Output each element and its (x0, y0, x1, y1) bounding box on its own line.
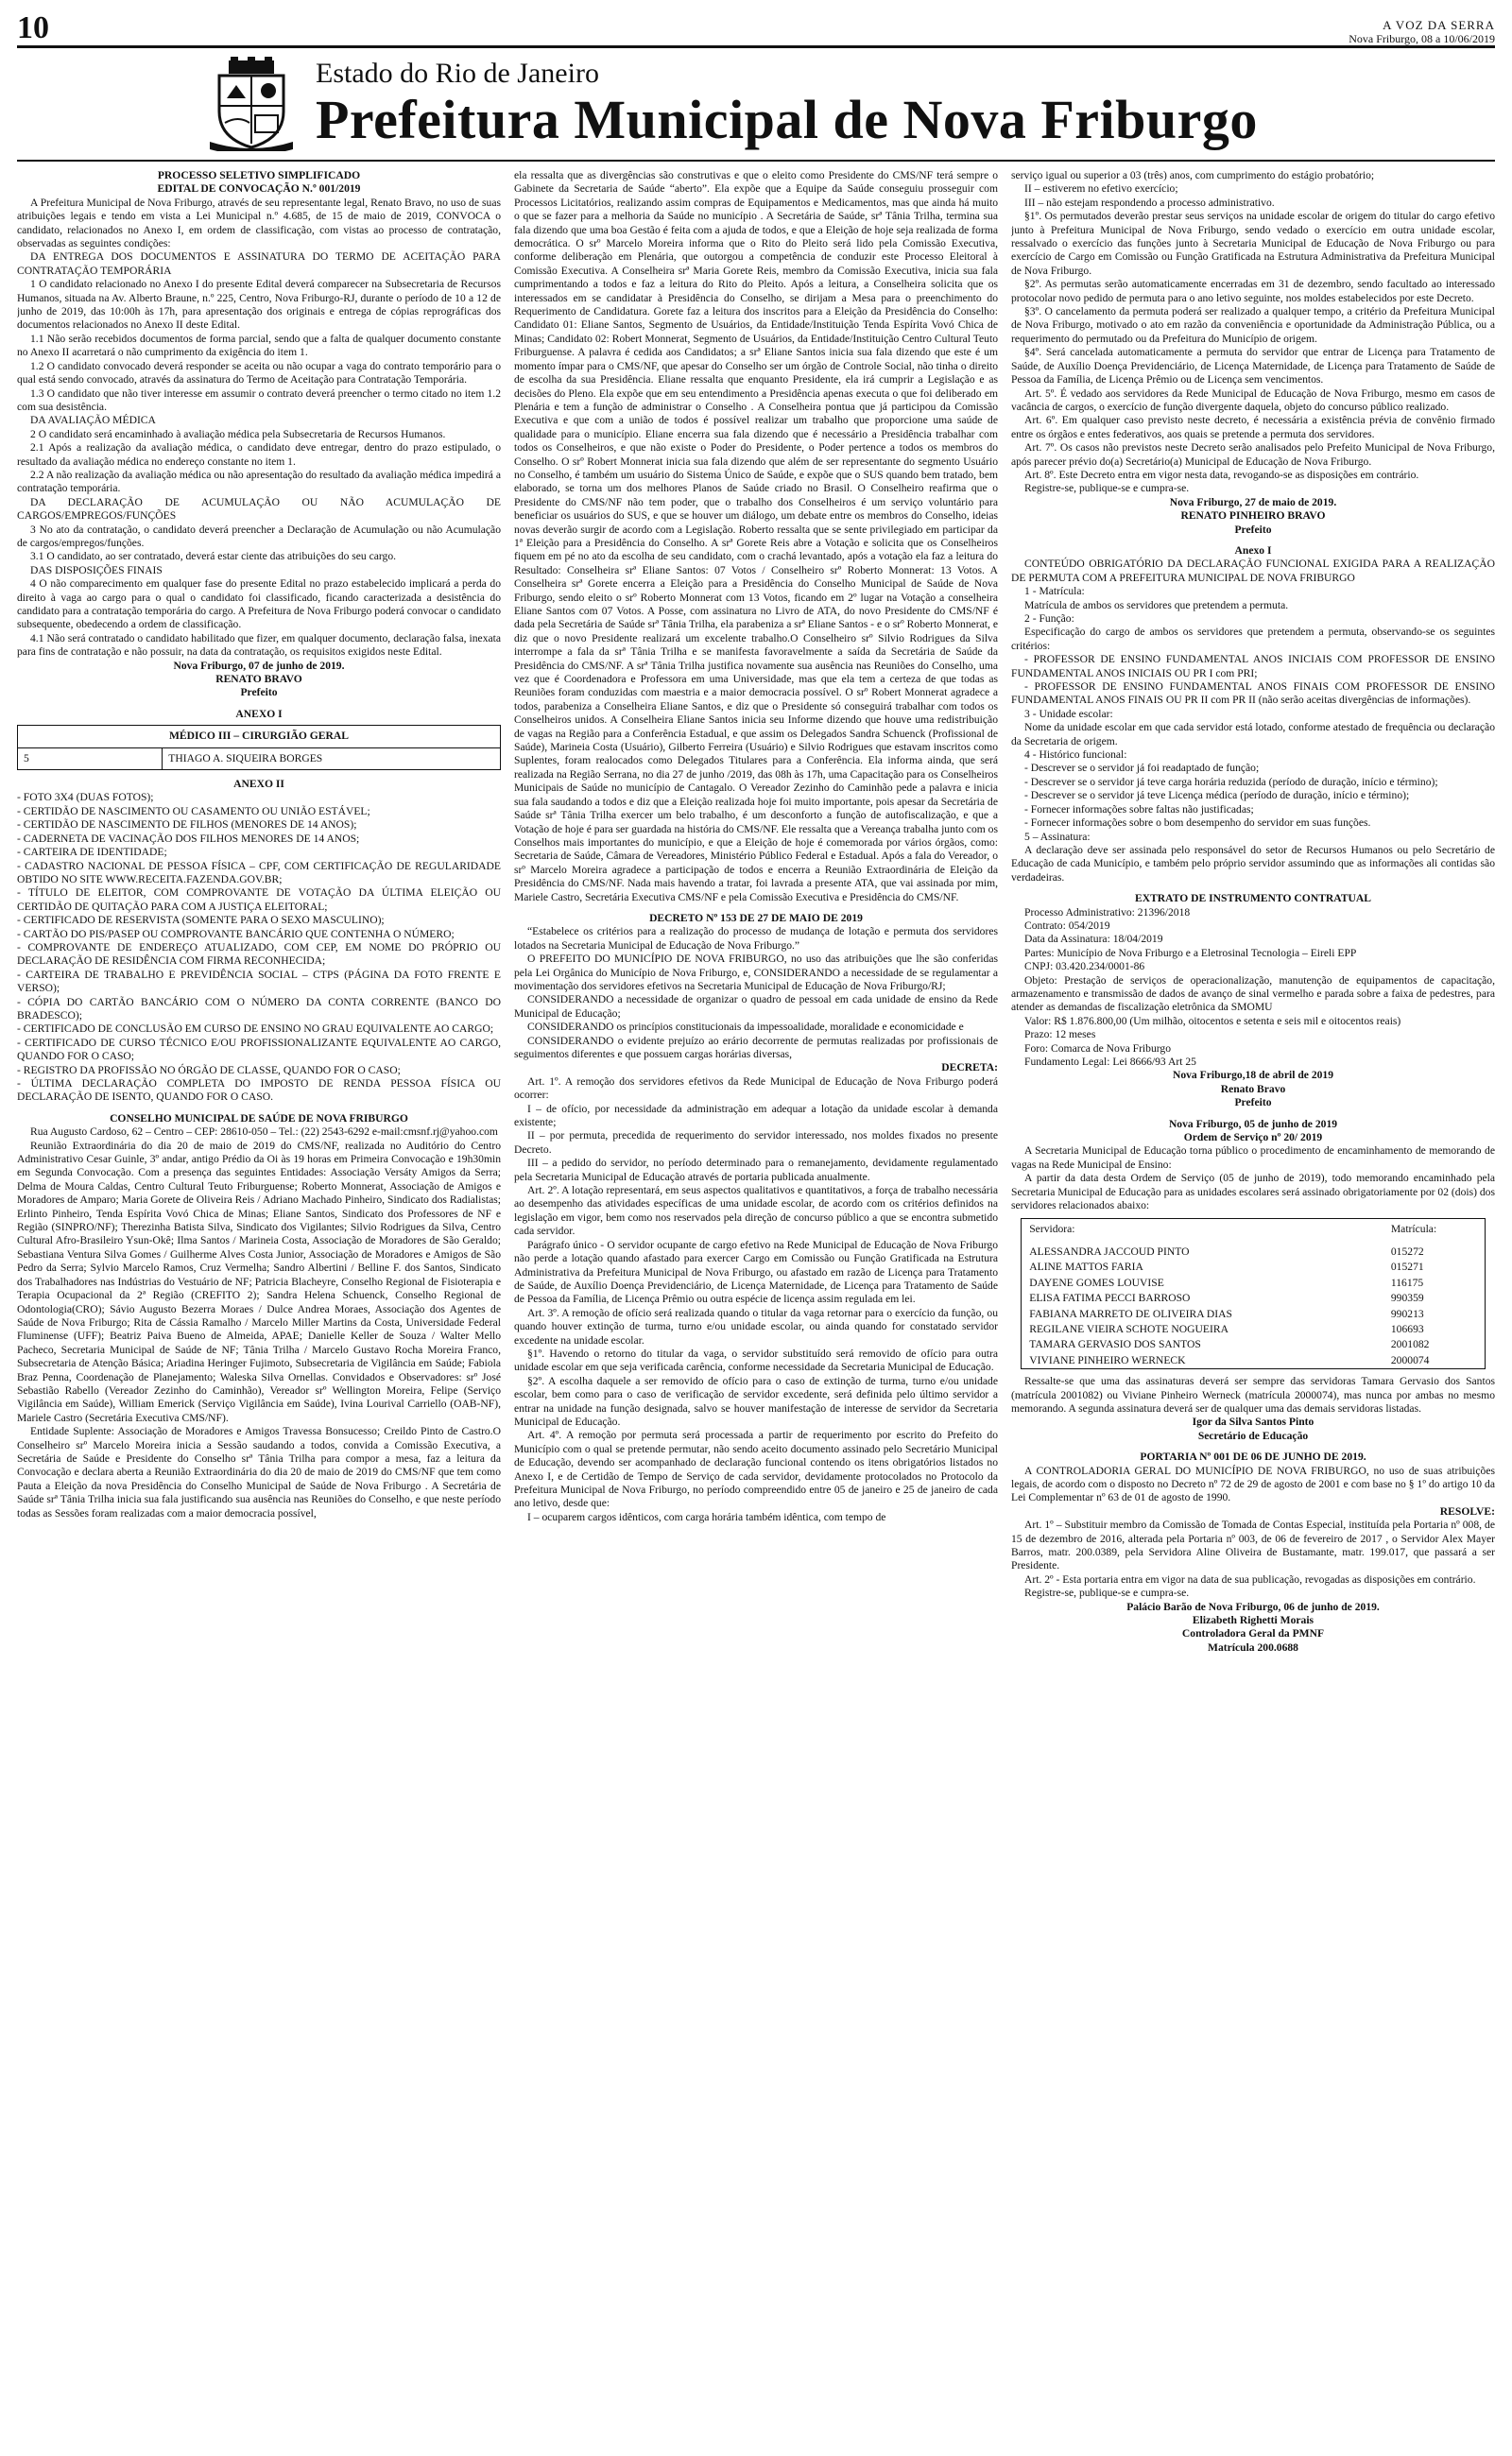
server-name: ELISA FATIMA PECCI BARROSO (1029, 1292, 1191, 1305)
paragraph: CONSIDERANDO os princípios constitucionais da impessoalidade, moralidade e economicidade e (527, 1021, 964, 1034)
annex-heading: CONTEÚDO OBRIGATÓRIO DA DECLARAÇÃO FUNCIONAL EXIGIDA PARA A REALIZAÇÃO DE PERMUTA COM A PREFEITURA MUNICIPAL DE NOVA FRIBURGO (1011, 558, 1495, 584)
list-item: Objeto: Prestação de serviços de operacionalização, manutenção de equipamentos de capacitação, armazenamento e transmissão de dados de avanço de sinal vermelho e parada sobre a faixa de pedestres, para atender as demandas de fiscalização eletrônica da SMOMU (1011, 973, 1495, 1014)
resolve-label: RESOLVE: (1439, 1504, 1495, 1518)
paragraph: O PREFEITO DO MUNICÍPIO DE NOVA FRIBURGO, no uso das atribuições que lhe são conferidas pela Lei Orgânica do Município de Nova Friburgo, e, CONSIDERANDO a necessidade de se regulamentar a movimentação dos servidores efetivos na Secretaria Municipal de Educação de Nova Friburgo/RJ; (514, 953, 998, 992)
paragraph: 1.1 Não serão recebidos documentos de forma parcial, sendo que a falta de qualquer documento constante no Anexo II acarretará o não cumprimento da exigência do item 1. (17, 332, 501, 359)
annex-list (1011, 585, 1495, 885)
list-item: - Descrever se o servidor já teve carga horária reduzida (período de duração, início e término); (1024, 775, 1438, 788)
paragraph: Reunião Extraordinária do dia 20 de maio de 2019 do CMS/NF, realizada no Auditório do Centro Administrativo Cesar Guinle, 3º andar, antigo Prédio da Oi às 19 horas em Primeira Convocação e 19h30min em Segunda Convocação. Com a presença das seguintes Entidades: Associação Versáty Amigos da Serra; Delma de Moura Caldas, Centro Cultural Teuto Friburguense; Roberto Monnerat, Associação de Amigos e Moradores de Amparo; Maria Gorete de Oliveira Reis / Adriano Machado Pinheiro, Sindicato dos Radialistas; Erlinto Pinheiro, Tenda Espírita Vovó Chica de Minas; Eliane Santos, Sindicato dos Professores de NF e Região (SINPRO/NF); Therezinha Batista Silva, Sindicato dos Vigilantes; Silvio Rodrigues da Silva, Centro Cultural Afro-Brasileiro Ysun-Okê; Ilma Santos / Marineia Costa, Associação de Moradores de São Geraldo; Sebastiana Ventura Silva Gomes / Guilherme Alves Costa Junior, Associação de Moradores e Amigos de São Pedro da Serra; Sylvio Marcelo Ramos, Cruz Vermelha; Sandro Albertini / Belline F. dos Santos, Sindicato dos Trabalhadores nas Indústrias do Vestuário de NF; Patricia Blacheyre, Conselho Regional de Fisioterapia e Terapia Ocupacional da 2ª Região (CREFITO 2); Sandra Helena Schuenck, Conselho Regional de Odontologia(CRO); Sávio Augusto Bezerra Moraes / Dulce Andrea Moraes, Associação dos Agentes de Saúde de Nova Friburgo; Rita de Cássia Ramalho / Marcelo Miller Martins da Costa, Universidade Federal Fluminense (UFF); Beatriz Paiva Bueno de Almeida, APAE; Danielle Keller de Souza / Walter Mello Pacheco, Secretaria Municipal de Saúde de NF; Tânia Trilha / Marcelo Gustavo Rocha Moreira Franco, Subsecretaria de Atenção Básica; Ariadina Heringer Fujimoto, Subsecretaria de Vigilância em Saúde; Fabiola Braz Penna, Coordenação de Planejamento; Waleska Silva Ornellas. Convidados e Observadores: srº José Sebastião Rabello (Vereador Zezinho do Caminhão), Vereador srº Wellington Moreira, Felipe (Serviço Vigilância em Saúde), William Emerick (Serviço Vigilância em Saúde), Ivina Lourival Carriello (OAB-NF), Mariele Castro (Secretária Executiva CMS/NF). (17, 1139, 501, 1424)
annex-title: Anexo I (1234, 543, 1272, 557)
portaria-title: PORTARIA Nº 001 DE 06 DE JUNHO DE 2019. (1140, 1451, 1366, 1464)
paragraph: A Secretaria Municipal de Educação torna público o procedimento de encaminhamento de memorando de vagas na Rede Municipal de Ensino: (1011, 1144, 1495, 1171)
list-item: Especificação do cargo de ambos os servidores que pretendem a permuta, observando-se os seguintes critérios: (1011, 626, 1495, 652)
paragraph: I – de ofício, por necessidade da administração em adequar a lotação da unidade escolar à demanda existente; (514, 1102, 998, 1129)
table-row (1022, 1337, 1486, 1352)
list-item: - CERTIDÃO DE NASCIMENTO DE FILHOS (MENORES DE 14 ANOS); (17, 818, 357, 832)
council-address: Rua Augusto Cardoso, 62 – Centro – CEP: 28610-050 – Tel.: (22) 2543-6292 e-mail:cmsnf.rj@yahoo.com (30, 1125, 498, 1139)
council-title: CONSELHO MUNICIPAL DE SAÚDE DE NOVA FRIBURGO (110, 1111, 408, 1125)
list-item: - REGISTRO DA PROFISSÃO NO ÓRGÃO DE CLASSE, QUANDO FOR O CASO; (17, 1063, 401, 1076)
paragraph: Registre-se, publique-se e cumpra-se. (1024, 482, 1190, 495)
list-item: - Descrever se o servidor já teve Licença médica (período de duração, início e término); (1024, 789, 1410, 802)
list-item: - CADASTRO NACIONAL DE PESSOA FÍSICA – CPF, COM CERTIFICAÇÃO DE REGULARIDADE OBTIDO NO SITE WWW.RECEITA.FAZENDA.GOV.BR; (17, 859, 501, 885)
paragraph: 2 O candidato será encaminhado à avaliação médica pela Subsecretaria de Recursos Humanos. (30, 427, 446, 440)
paragraph: §3º. O cancelamento da permuta poderá ser realizado a qualquer tempo, a critério da Prefeitura Municipal de Nova Friburgo, motivado o ato em razão da conveniência e oportunidade da Administração Pública, ou a requerimento do permutado ou da Prefeitura do Município de origem. (1011, 305, 1495, 345)
paragraph: Art. 1º – Substituir membro da Comissão de Tomada de Contas Especial, instituída pela Portaria nº 008, de 15 de dezembro de 2016, alterada pela Portaria nº 003, de 06 de fevereiro de 2017 , o Servidor Alex Mayer Barros, matr. 200.0389, pela Servidora Aline Oliveira de Bustamante, matr. 199.017, que passará a ser Presidente. (1011, 1519, 1495, 1572)
list-item: Partes: Município de Nova Friburgo e a Eletrosinal Tecnologia – Eireli EPP (1024, 946, 1357, 959)
decree-date: Nova Friburgo, 27 de maio de 2019. (1169, 495, 1337, 508)
list-item: - CÓPIA DO CARTÃO BANCÁRIO COM O NÚMERO DA CONTA CORRENTE (BANCO DO BRADESCO); (17, 995, 501, 1022)
table-row (1022, 1291, 1486, 1306)
list-item: Fundamento Legal: Lei 8666/93 Art 25 (1024, 1056, 1196, 1068)
list-item: A declaração deve ser assinada pelo responsável do setor de Recursos Humanos ou pelo Secretário de Educação de cada Município, e também pelo próprio servidor assumindo que as informações ali contidas são verdadeiras. (1011, 843, 1495, 884)
list-item: - FOTO 3X4 (DUAS FOTOS); (17, 791, 154, 804)
server-mat: 990359 (1390, 1292, 1424, 1305)
paragraph: III – a pedido do servidor, no período determinado para o remanejamento, devidamente regulamentado pela Secretaria Municipal de Educação através de portaria publicada anualmente. (514, 1157, 998, 1183)
page-number: 10 (17, 10, 49, 45)
section-heading: DAS DISPOSIÇÕES FINAIS (30, 563, 163, 576)
list-item: 1 - Matrícula: (1024, 585, 1085, 598)
paragraph: CONSIDERANDO o evidente prejuízo ao erário decorrente de permutas realizadas por profissionais de seguimentos diferentes e que possuem cargas horárias diversas, (514, 1034, 998, 1060)
portaria-mat: Matrícula 200.0688 (1208, 1640, 1298, 1654)
column-3 (1011, 169, 1495, 2456)
list-item: Processo Administrativo: 21396/2018 (1024, 905, 1191, 919)
paragraph: CONSIDERANDO a necessidade de organizar o quadro de pessoal em cada unidade de ensino da Rede Municipal de Educação; (514, 993, 998, 1020)
decree-title: DECRETO Nº 153 DE 27 DE MAIO DE 2019 (649, 911, 863, 924)
order-signer: Igor da Silva Santos Pinto (1192, 1416, 1314, 1429)
list-item: Prazo: 12 meses (1024, 1028, 1096, 1041)
portaria-date: Palácio Barão de Nova Friburgo, 06 de junho de 2019. (1126, 1600, 1380, 1613)
list-item: - CARTEIRA DE IDENTIDADE; (17, 846, 167, 859)
paragraph: Registre-se, publique-se e cumpra-se. (1024, 1587, 1190, 1600)
decree-signer: RENATO PINHEIRO BRAVO (1180, 509, 1326, 523)
edition-date: Nova Friburgo, 08 a 10/06/2019 (1349, 32, 1495, 45)
portaria-role: Controladora Geral da PMNF (1181, 1627, 1325, 1640)
list-item: Foro: Comarca de Nova Friburgo (1024, 1041, 1171, 1055)
newspaper-name: A VOZ DA SERRA (1383, 18, 1495, 32)
state-name: Estado do Rio de Janeiro (316, 58, 599, 89)
paragraph: 4.1 Não será contratado o candidato habilitado que fizer, em qualquer documento, declaração falsa, inexata para fins de contratação e não possuir, na data da contratação, os requisitos exigidos neste Edital. (17, 631, 501, 659)
annex2-list (17, 791, 501, 1104)
paragraph: A partir da data desta Ordem de Serviço (05 de junho de 2019), todo memorando encaminhado pela Secretaria Municipal de Educação para as unidades escolares será assinado obrigatoriamente por 02 (dois) dos servidores relacionados abaixo: (1011, 1172, 1495, 1212)
paragraph: 2.2 A não realização da avaliação médica ou não apresentação do resultado da avaliação médica impedirá a contratação temporária. (17, 468, 501, 495)
paragraph: Art. 2º. A lotação representará, em seus aspectos qualitativos e quantitativos, a força de trabalho necessária ao desempenho das atividades específicas de uma unidade escolar, de acordo com os critérios definidos na legislação em vigor, bem como nos reservados pela direção de concurso público a que se encontra submetido cada servidor. (514, 1184, 998, 1238)
order-role: Secretário de Educação (1197, 1429, 1309, 1442)
paragraph: Entidade Suplente: Associação de Moradores e Amigos Travessa Bonsucesso; Creildo Pinto de Castro.O Conselheiro srº Marcelo Moreira inicia a Sessão saudando a todos, convida a Comissão Executiva, a Secretária de Saúde e Presidente do Conselho srª Tânia Trilha para compor a mesa, faz a leitura da Convocação e declara aberta a Reunião Extraordinária do dia 20 de maio de 2019 do CMS/NF que tem como Pauta a Eleição da nova Presidência do Conselho Municipal de Saúde de Nova Friburgo . A Secretária de Saúde srª Tânia Trilha inicia sua fala justificando sua ausência nas Reuniões do Conselho, e que neste período todas as Sessões foram realizadas com a maior democracia possível, (17, 1425, 501, 1520)
list-item: Matrícula de ambos os servidores que pretendem a permuta. (1024, 598, 1289, 611)
paragraph: Art. 6º. Em qualquer caso previsto neste decreto, é necessária a existência prévia de convênio firmado entre os órgãos e entes federativos, aos quais se pretende a permuta dos servidores. (1011, 414, 1495, 440)
paragraph: Parágrafo único - O servidor ocupante de cargo efetivo na Rede Municipal de Educação de Nova Friburgo não perde a lotação quando afastado para exercer Cargo em Comissão ou Função Gratificada na Estrutura Administrativa da Prefeitura Municipal de Nova Friburgo, ou afastado em razão de Licença para Tratamento de Saúde, de Auxílio Doença Previdenciário, de Licença Maternidade, de Licença para Tratamento de Saúde de Pessoa da Família, de Licença Prêmio ou outra espécie de licença assim regulada em lei. (514, 1238, 998, 1306)
order-date: Nova Friburgo, 05 de junho de 2019 (1168, 1117, 1338, 1130)
column-2 (514, 169, 998, 2456)
server-name: VIVIANE PINHEIRO WERNECK (1029, 1353, 1186, 1366)
list-item: - PROFESSOR DE ENSINO FUNDAMENTAL ANOS INICIAIS COM PROFESSOR DE ENSINO FUNDAMENTAL ANOS INICIAIS OU PR I com PRI; (1011, 653, 1495, 679)
server-name: DAYENE GOMES LOUVISE (1029, 1276, 1164, 1289)
paragraph: §1º. Havendo o retorno do titular da vaga, o servidor substituído será removido de ofício para outra unidade escolar em que seja verificada carência, conforme necessidade da Secretaria Municipal de Educação. (514, 1347, 998, 1374)
prefeitura-title: Prefeitura Municipal de Nova Friburgo (316, 89, 1258, 150)
paragraph: Art. 7º. Os casos não previstos neste Decreto serão analisados pelo Prefeito Municipal de Nova Friburgo, após parecer prévio do(a) Secretário(a) Municipal de Educação de Nova Friburgo. (1011, 441, 1495, 468)
order-title: Ordem de Serviço nº 20/ 2019 (1183, 1131, 1323, 1144)
list-item: - Fornecer informações sobre o bom desempenho do servidor em suas funções. (1024, 816, 1371, 830)
list-item: 3 - Unidade escolar: (1024, 707, 1113, 720)
decree-ementa: “Estabelece os critérios para a realização do processo de mudança de lotação e permuta dos servidores lotados na Secretaria Municipal de Educação de Nova Friburgo.” (514, 925, 998, 952)
paragraph: III – não estejam respondendo a processo administrativo. (1024, 196, 1275, 209)
server-name: ALESSANDRA JACCOUD PINTO (1029, 1245, 1190, 1258)
list-item: - ÚLTIMA DECLARAÇÃO COMPLETA DO IMPOSTO DE RENDA PESSOA FÍSICA OU DECLARAÇÃO DE ISENTO, QUANDO FOR O CASO. (17, 1077, 501, 1104)
server-name: TAMARA GERVASIO DOS SANTOS (1029, 1338, 1201, 1351)
table-row (1022, 1276, 1486, 1291)
decree-signer-role: Prefeito (1234, 523, 1272, 536)
edital-signer-role: Prefeito (240, 686, 278, 699)
section-heading: DA DECLARAÇÃO DE ACUMULAÇÃO OU NÃO ACUMULAÇÃO DE CARGOS/EMPREGOS/FUNÇÕES (17, 495, 501, 523)
paragraph: II – estiverem no efetivo exercício; (1024, 182, 1178, 196)
paragraph: A CONTROLADORIA GERAL DO MUNICÍPIO DE NOVA FRIBURGO, no uso de suas atribuições legais, de acordo com o disposto no Decreto nº 72 de 29 de agosto de 2001 e com base no § 1º do artigo 10 da Lei Complementar nº 63 de 01 de agosto de 1990. (1011, 1464, 1495, 1504)
extract-list (1011, 906, 1495, 1070)
paragraph: 1 O candidato relacionado no Anexo I do presente Edital deverá comparecer na Subsecretaria de Recursos Humanos, situada na Av. Alberto Braune, n.º 225, Centro, Nova Friburgo-RJ, durante o período de 10 a 12 de junho de 2019, das 10:00h às 17h, para apresentação dos originais e entrega de cópias reprográficas dos documentos relacionados no Anexo II deste Edital. (17, 278, 501, 332)
edital-title: PROCESSO SELETIVO SIMPLIFICADO (157, 169, 361, 181)
list-item: Data da Assinatura: 18/04/2019 (1024, 933, 1163, 946)
server-name: ALINE MATTOS FARIA (1029, 1261, 1143, 1274)
paragraph: Art. 4º. A remoção por permuta será processada a partir de requerimento por escrito do Prefeito do Município com o qual se pretende permutar, não sendo aceito documento assinado pelo Secretário Municipal de Educação, devendo ser acompanhado de declaração funcional contendo os itens obrigatórios listados no Anexo I, e de Certidão de Tempo de Serviço de cada servidor, devidamente protocolados no Protocolo da Prefeitura Municipal de Nova Friburgo, no período compreendido entre 05 de janeiro e 25 de janeiro de cada ano letivo, desde que: (514, 1429, 998, 1510)
paragraph: 3.1 O candidato, ao ser contratado, deverá estar ciente das atribuições do seu cargo. (30, 550, 397, 563)
edital-date: Nova Friburgo, 07 de junho de 2019. (173, 659, 345, 672)
server-mat: 106693 (1390, 1322, 1424, 1335)
server-name: REGILANE VIEIRA SCHOTE NOGUEIRA (1029, 1322, 1228, 1335)
masthead-text (316, 58, 1258, 150)
server-name: FABIANA MARRETO DE OLIVEIRA DIAS (1029, 1307, 1232, 1320)
paragraph: Art. 5º. É vedado aos servidores da Rede Municipal de Educação de Nova Friburgo, mesmo em casos de vacância de cargos, o exercício de função divergente daquela, objeto do concurso público realizado. (1011, 386, 1495, 413)
server-mat: 015272 (1390, 1245, 1424, 1258)
servers-table-header-name: Servidora: (1029, 1223, 1075, 1236)
list-item: Nome da unidade escolar em que cada servidor está lotado, conforme atestado de frequência ou declaração da Secretaria de origem. (1011, 721, 1495, 747)
table-row (1022, 1260, 1486, 1275)
column-1 (17, 169, 501, 2456)
annex1-table (17, 725, 501, 770)
list-item: 4 - Histórico funcional: (1024, 748, 1127, 762)
list-item: - CARTEIRA DE TRABALHO E PREVIDÊNCIA SOCIAL – CTPS (PÁGINA DA FOTO FRENTE E VERSO); (17, 968, 501, 995)
extract-signer: Renato Bravo (1220, 1082, 1286, 1095)
coat-of-arms-icon (206, 57, 297, 151)
list-item: 5 – Assinatura: (1024, 830, 1091, 843)
paragraph: §2º. As permutas serão automaticamente encerradas em 31 de dezembro, sendo facultado ao interessado protocolar novo pedido de permuta para o ano letivo seguinte, nos moldes estabelecidos por este Decreto. (1011, 278, 1495, 304)
table-row (1022, 1307, 1486, 1322)
paragraph: §1º. Os permutados deverão prestar seus serviços na unidade escolar de origem do titular do cargo efetivo junto à Prefeitura Municipal de Nova Friburgo, sendo vedado o exercício em outra unidade escolar, ressalvado o exercício das funções junto à Secretaria Municipal de Educação de Nova Friburgo ou para exercício de Cargo em Comissão ou Função Gratificada na Estrutura Administrativa da Prefeitura Municipal de Nova Friburgo. (1011, 210, 1495, 277)
list-item: - CERTIFICADO DE RESERVISTA (SOMENTE PARA O SEXO MASCULINO); (17, 914, 385, 927)
section-heading: DA AVALIAÇÃO MÉDICA (30, 414, 156, 427)
list-item: - CADERNETA DE VACINAÇÃO DOS FILHOS MENORES DE 14 ANOS; (17, 832, 360, 845)
table-row (18, 747, 501, 769)
list-item: - Descrever se o servidor já foi readaptado de função; (1024, 762, 1260, 775)
paragraph: Art. 3º. A remoção de ofício será realizada quando o titular da vaga retornar para o exercício da função, ou quando houver extinção de turma, turno e/ou unidade escolar, ou ainda quando for constatado servidor excedente na unidade escolar. (514, 1306, 998, 1347)
list-item: 2 - Função: (1024, 612, 1074, 625)
list-item: - CARTÃO DO PIS/PASEP OU COMPROVANTE BANCÁRIO QUE CONTENHA O NÚMERO; (17, 927, 455, 940)
paragraph: 2.1 Após a realização da avaliação médica, o candidato deve entregar, dentro do prazo estipulado, o resultado da avaliação médica no endereço constante no item 1. (17, 441, 501, 468)
page-header (17, 8, 1495, 48)
edital-signer: RENATO BRAVO (215, 673, 302, 686)
masthead (17, 48, 1495, 162)
table-row (1022, 1245, 1486, 1260)
paragraph: 3 No ato da contratação, o candidato deverá preencher a Declaração de Acumulação ou não Acumulação de cargos/empregos/funções. (17, 523, 501, 549)
decreta-label: DECRETA: (941, 1061, 998, 1074)
server-mat: 2000074 (1390, 1353, 1430, 1366)
paragraph: I – ocuparem cargos idênticos, com carga horária também idêntica, com tempo de (527, 1510, 886, 1523)
list-item: - CERTIDÃO DE NASCIMENTO OU CASAMENTO OU UNIÃO ESTÁVEL; (17, 804, 370, 817)
paragraph: 1.2 O candidato convocado deverá responder se aceita ou não ocupar a vaga do contrato temporário para o qual está sendo convocado, através da assinatura do Termo de Aceitação para Contratação Temporária. (17, 359, 501, 386)
list-item: - CERTIFICADO DE CONCLUSÃO EM CURSO DE ENSINO NO GRAU EQUIVALENTE AO CARGO; (17, 1022, 494, 1036)
extract-role: Prefeito (1234, 1096, 1272, 1109)
server-mat: 015271 (1390, 1261, 1424, 1274)
edital-subtitle: EDITAL DE CONVOCAÇÃO N.º 001/2019 (157, 182, 361, 196)
server-mat: 116175 (1390, 1276, 1424, 1289)
list-item: Contrato: 054/2019 (1024, 919, 1110, 932)
table-row (1022, 1353, 1486, 1369)
paragraph: Art. 1º. A remoção dos servidores efetivos da Rede Municipal de Educação de Nova Friburgo poderá ocorrer: (514, 1074, 998, 1102)
paragraph: ela ressalta que as divergências são construtivas e que o eleito como Presidente do CMS/NF terá sempre o Gabinete da Secretaria de Saúde “aberto”. Ela expõe que a Equipe da Saúde conseguiu prosseguir com Processos Licitatórios, realizando assim compras de Equipamentos e Medicamentos, mas que ainda há muito o que se fazer para a melhoria da Saúde no município . A Secretária de Saúde, srª Tânia Trilha, termina sua fala dizendo que uma boa Gestão é feita com a ajuda de todos, e que a Eleição de hoje seja realizada de forma democrática. O srº Marcelo Moreira informa que o Rito do Pleito será lido pela Comissão Executiva, conforme deliberação em Plenária, que outorgou a competência de conduzir este Processo Eleitoral à Comissão Executiva. A Conselheira srª Maria Gorete Reis, membro da Comissão Executiva, inicia sua fala cumprimentando a todos e faz a leitura do Rito do Pleito. Após a leitura, a Conselheira solicita que os interessados em se candidatar à Presidência do Conselho, se dirijam a Mesa para o preenchimento do Requerimento de Candidatura. Gorete faz a leitura dos inscritos para a Eleição da Presidência do Conselho: Candidato 01: Eliane Santos, Segmento de Usuários, da Entidade/Instituição Tenda Espírita Vovó Chica de Minas; Candidato 02: Robert Monnerat, Segmento de Usuários, da Entidade/Instituição Centro Cultural Teuto Friburguense. A palavra é cedida aos Candidatos; a srª Eliane Santos inicia sua fala dizendo que este é um momento ímpar para o CMS/NF, que apesar do Conselho ser um órgão de Controle Social, não tinha o direito de escolha da sua Presidência. Eliane ressalta que enquanto Presidente, ela irá cumprir a Legislação e as decisões do Pleno. Ela expõe que em seu entendimento a Presidência apenas executa o que foi deliberado em Plenária e tem a função de administrar o Conselho . A Conselheira pontua que já participou da Comissão Executiva e que com a união de todos é possível realizar um trabalho que proporcione uma saúde de qualidade para o município. Eliane encerra sua fala dizendo que é necessário a Presidência trabalhar com todos os Conselheiros, e que não existe o Poder do Presidente, o Poder pertence a todos os membros do Conselho. O srº Robert Monnerat inicia sua fala dizendo que além de ser representante do segmento Usuário no Conselho, é também um usuário do Sistema Único de Saúde, e expõe que o SUS quando bem tratado, bem elaborado, se torna um dos melhores Planos de Saúde criado no Brasil. O Conselheiro reafirma que o Presidente do CMS/NF não tem poder, que o trabalho dos Conselheiros é um serviço voluntário para beneficiar os usuários do SUS, e que se houver um diálogo, um debate entre os membros do Conselho, ideias novas deverão surgir de acordo com a Legislação. Roberto ressalta que se sente privilegiado em participar da 1ª Eleição para a Presidência do Conselho. A srª Gorete Reis abre a Votação e solicita que os Conselheiros fiquem em pé no ato da escolha de seu candidato, com o crachá levantado, após a votação ela faz a leitura do Resultado: Conselheira srª Eliane Santos: 07 Votos / Conselheiro srº Roberto Monnerat: 13 Votos. A Conselheira srª Gorete encerra a Eleição para a Presidência do Conselho Municipal de Saúde de Nova Friburgo, sendo eleito o srº Roberto Monnerat com 13 Votos, ficando em 2º lugar na Votação a conselheira Eliane Santos com 07 Votos. A Posse, com assinatura no Livro de ATA, do novo Presidente do CMS/NF é dada pela Secretária de Saúde srª Tânia Trilha, ela parabeniza a srª Eliane Santos - e o srº Roberto Monnerat, e diz que o novo Presidente realizará um excelente trabalho.O Conselheiro srº Silvio Rodrigues da Silva interrompe a fala da srª Tânia Trilha e se manifesta favoravelmente a saída da Secretária de Saúde da Presidência do CMS/NF. A srª Tânia Trilha justifica novamente sua ausência nas Reuniões do Conselho, uma vez que é Coordenadora e Professora em uma Universidade, mas que ela tem a certeza de que todas as Reuniões foram conduzidas com maestria e a maior democracia possível. O srº Robert Monnerat agradece a todos, parabeniza a Conselheira Eliane Santos, e diz que o Presidente só conseguirá trabalhar com todos os Conselheiros unidos. A Conselheira Eliane Santos inicia seu Informe dizendo que houve uma redistribuição de vagas na Região para a Conferência Estadual, e que assim os Delegados Sandra Schuenck (Profissional de Saúde), Marineia Costa (Usuário), Gilberto Ferreira (Usuário) e Silvio Rodrigues que estavam inscritos como Suplentes, foram realocados como Delegados Titulares para a Conferência. Ela informa ainda, que será realizada na Região Serrana, no dia 27 de junho /2019, das 08h às 17h, uma Capacitação para os Conselheiros Municipais de Saúde no município de Cantagalo. O Vereador Zezinho do Caminhão pede a palavra e inicia sua fala saudando a todos e diz que a Eleição realizada hoje foi muito importante, pois apesar da Secretária de Saúde srª Tânia Trilha exercer um belo trabalho, é um desconforto a função de autofiscalização, e que a Votação de hoje é para ser guardada na história do CMS/NF. Ele ressalta que a Vereança trabalha junto com os Conselhos mais importantes do município, e que a Eleição de hoje é comemorada por vários órgãos, como: Secretaria de Saúde, Câmara de Vereadores, Ministério Público Federal e Estadual. Após a fala do Vereador, o srº Marcelo Moreira agradece a participação de todos e encerra a Reunião Extraordinária de Eleição da Presidência do CMS/NF. Nada mais havendo a tratar, foi lavrada a presente ATA, que vai assinada por mim, Mariele Castro, Secretária Executiva CMS/NF e pela Comissão Executiva e Presidência do CMS/NF. (514, 169, 998, 903)
paragraph: 1.3 O candidato que não tiver interesse em assumir o contrato deverá preencher o termo citado no item 1.2 com sua desistência. (17, 386, 501, 413)
columns (17, 162, 1495, 2456)
paragraph: Art. 8º. Este Decreto entra em vigor nesta data, revogando-se as disposições em contrário. (1024, 468, 1419, 481)
servers-table (1021, 1218, 1486, 1369)
annex1-table-header: MÉDICO III – CIRURGIÃO GERAL (18, 726, 501, 747)
extract-title: EXTRATO DE INSTRUMENTO CONTRATUAL (1134, 892, 1372, 905)
list-item: Valor: R$ 1.876.800,00 (Um milhão, oitocentos e setenta e seis mil e oitocentos reais) (1024, 1014, 1401, 1027)
extract-date: Nova Friburgo,18 de abril de 2019 (1172, 1069, 1334, 1082)
annex1-position: 5 (18, 747, 163, 769)
annex1-name: THIAGO A. SIQUEIRA BORGES (163, 747, 501, 769)
list-item: - CERTIFICADO DE CURSO TÉCNICO E/OU PROFISSIONALIZANTE EQUIVALENTE AO CARGO, QUANDO FOR O CASO; (17, 1036, 501, 1063)
server-mat: 990213 (1390, 1307, 1424, 1320)
annex2-title: ANEXO II (233, 778, 284, 791)
table-row (1022, 1322, 1486, 1337)
paper-info (1349, 19, 1495, 45)
paragraph: §4º. Será cancelada automaticamente a permuta do servidor que entrar de Licença para Tratamento de Saúde, de Auxílio Doença Previdenciário, de Licença Maternidade, de Licença para Tratamento de Saúde de Pessoa da Família, de Licença Prêmio ou de Licença sem vencimentos. (1011, 346, 1495, 386)
paragraph: §2º. A escolha daquele a ser removido de ofício para o caso de extinção de turma, turno e/ou unidade escolar, bem como para o caso de verificação de servidor excedente, será definida pelo último servidor a entrar na unidade na função designada, salvo se houver manifestação de interesse de servidor da Secretaria Municipal de Educação. (514, 1374, 998, 1428)
server-mat: 2001082 (1390, 1338, 1430, 1351)
paragraph: II – por permuta, precedida de requerimento do servidor interessado, nos moldes fixados no presente Decreto. (514, 1129, 998, 1156)
portaria-signer: Elizabeth Righetti Morais (1192, 1614, 1314, 1627)
section-heading: DA ENTREGA DOS DOCUMENTOS E ASSINATURA DO TERMO DE ACEITAÇÃO PARA CONTRATAÇÃO TEMPORÁRIA (17, 250, 501, 277)
paragraph: serviço igual ou superior a 03 (três) anos, com cumprimento do estágio probatório; (1011, 169, 1375, 181)
servers-table-header-mat: Matrícula: (1390, 1223, 1437, 1236)
paragraph: Art. 2º - Esta portaria entra em vigor na data de sua publicação, revogadas as disposições em contrário. (1024, 1572, 1476, 1586)
list-item: - TÍTULO DE ELEITOR, COM COMPROVANTE DE VOTAÇÃO DA ÚLTIMA ELEIÇÃO OU CERTIDÃO DE QUITAÇÃO PARA COM A JUSTIÇA ELEITORAL; (17, 886, 501, 913)
paragraph: 4 O não comparecimento em qualquer fase do presente Edital no prazo estabelecido implicará a perda do direito à vaga ao cargo para o qual o candidato foi classificado, ficando caracterizada a desistência do candidato para a contratação temporária do cargo. A Prefeitura de Nova Friburgo poderá convocar o candidato subsequente, obedecendo a ordem de classificação. (17, 577, 501, 631)
annex1-title: ANEXO I (235, 707, 283, 720)
list-item: - COMPROVANTE DE ENDEREÇO ATUALIZADO, COM CEP, EM NOME DO PRÓPRIO OU DECLARAÇÃO DE RESIDÊNCIA COM FIRMA RECONHECIDA; (17, 940, 501, 968)
list-item: CNPJ: 03.420.234/0001-86 (1024, 960, 1145, 973)
list-item: - Fornecer informações sobre faltas não justificadas; (1024, 802, 1254, 816)
paragraph: Ressalte-se que uma das assinaturas deverá ser sempre das servidoras Tamara Gervasio dos Santos (matrícula 2001082) ou Viviane Pinheiro Werneck (matrícula 2000074), mas nunca por ambas no mesmo memorando. A segunda assinatura deverá ser de qualquer uma das demais servidoras listadas. (1011, 1375, 1495, 1415)
paragraph: A Prefeitura Municipal de Nova Friburgo, através de seu representante legal, Renato Bravo, no uso de suas atribuições legais e tendo em vista a Lei Municipal n.º 4.685, de 15 de maio de 2019, CONVOCA o candidato, relacionados no Anexo I, em ordem de classificação, com vistas ao processo de contratação, observadas as seguintes condições: (17, 196, 501, 250)
list-item: - PROFESSOR DE ENSINO FUNDAMENTAL ANOS FINAIS COM PROFESSOR DE ENSINO FUNDAMENTAL ANOS FINAIS OU PR II com PR II (não serão aceitas divergências de informações). (1011, 680, 1495, 707)
